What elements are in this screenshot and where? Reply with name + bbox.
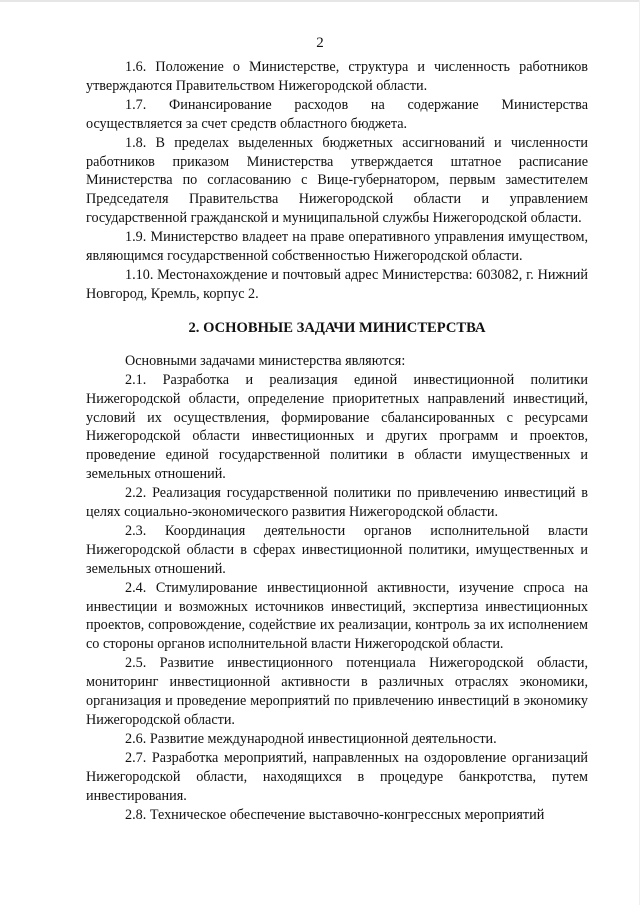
paragraph-2-3: 2.3. Координация деятельности органов исполнительной власти Нижегородской области в сферах инвестиционной политики, имущественных и земельных отношений. <box>86 522 588 577</box>
paragraph-2-2: 2.2. Реализация государственной политики по привлечению инвестиций в целях социально-экономического развития Нижегородской области. <box>86 485 588 521</box>
paragraph-2-8: 2.8. Техническое обеспечение выставочно-конгрессных мероприятий <box>125 806 545 823</box>
section-heading: 2. ОСНОВНЫЕ ЗАДАЧИ МИНИСТЕРСТВА <box>188 319 486 336</box>
paragraph-2-7: 2.7. Разработка мероприятий, направленных на оздоровление организаций Нижегородской области, находящихся в процедуре банкротства, путем инвестирования. <box>86 749 588 804</box>
paragraph-1-10: 1.10. Местонахождение и почтовый адрес Министерства: 603082, г. Нижний Новгород, Кремль, корпус 2. <box>86 266 588 302</box>
paragraph-2-5: 2.5. Развитие инвестиционного потенциала Нижегородской области, мониторинг инвестиционной активности в различных отраслях экономики, организация и проведение мероприятий по привлечению инвестиций в экономику Нижегородской области. <box>86 655 588 728</box>
paragraph-2-1: 2.1. Разработка и реализация единой инвестиционной политики Нижегородской области, определение приоритетных направлений инвестиций, условий их осуществления, формирование сбалансированных с ресурсами Нижегородской области инвестиционных и других программ и проектов, проведение единой государственной политики в области имущественных и земельных отношений. <box>86 371 588 483</box>
paragraph-1-9: 1.9. Министерство владеет на праве оперативного управления имуществом, являющимся государственной собственностью Нижегородской области. <box>86 229 588 265</box>
paragraph-2-4: 2.4. Стимулирование инвестиционной активности, изучение спроса на инвестиции и возможных источников инвестиций, экспертиза инвестиционных проектов, сопровождение, содействие их реализации, контроль за их исполнением со стороны органов исполнительной власти Нижегородской области. <box>86 579 588 653</box>
paragraph-1-8: 1.8. В пределах выделенных бюджетных ассигнований и численности работников приказом Министерства утверждается штатное расписание Министерства по согласованию с Вице-губернатором, первым заместителем Председателя Правительства Нижегородской области и управлением государственной гражданской и муниципальной службы Нижегородской области. <box>86 134 588 227</box>
page-number: 2 <box>316 35 324 51</box>
scan-edge-top <box>0 0 640 2</box>
document-body <box>86 58 588 824</box>
paragraph-1-7: 1.7. Финансирование расходов на содержание Министерства осуществляется за счет средств областного бюджета. <box>86 96 588 132</box>
paragraph-1-6: 1.6. Положение о Министерстве, структура и численность работников утверждаются Правительством Нижегородской области. <box>86 59 588 94</box>
paragraph-intro: Основными задачами министерства являются: <box>125 352 406 369</box>
paragraph-2-6: 2.6. Развитие международной инвестиционной деятельности. <box>125 730 497 747</box>
